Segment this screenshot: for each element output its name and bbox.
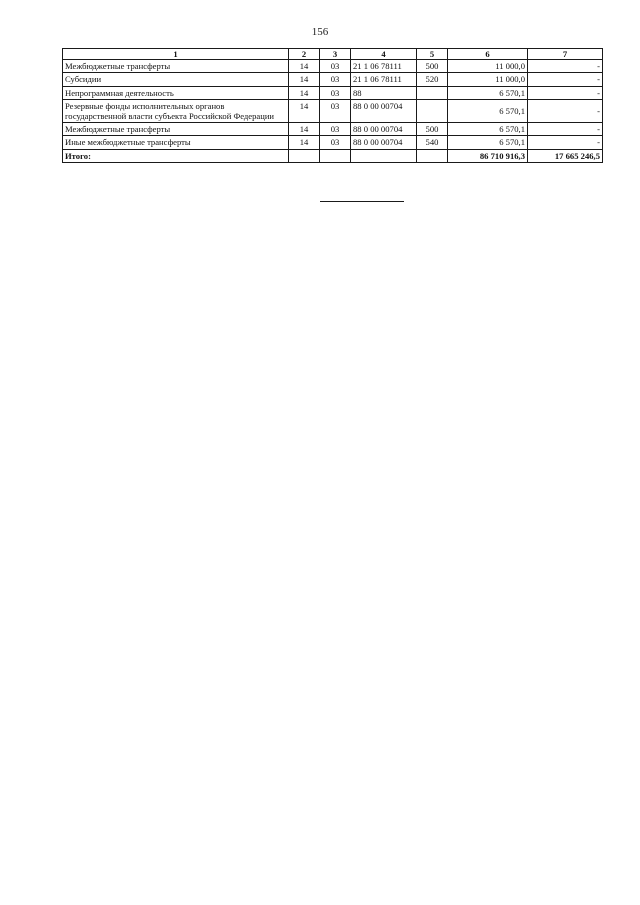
total-empty-cell — [351, 149, 417, 162]
row-expense-type — [417, 99, 448, 122]
row-amount-7: - — [528, 73, 603, 86]
row-amount-7: - — [528, 60, 603, 73]
table-row — [63, 86, 603, 99]
row-subsection: 03 — [320, 73, 351, 86]
column-header-2: 2 — [289, 49, 320, 60]
row-expense-type: 500 — [417, 123, 448, 136]
column-header-1: 1 — [63, 49, 289, 60]
row-amount-7: - — [528, 99, 603, 122]
end-of-table-rule — [320, 201, 404, 202]
row-amount-6: 6 570,1 — [448, 123, 528, 136]
row-subsection: 03 — [320, 123, 351, 136]
row-target-code: 88 — [351, 86, 417, 99]
column-header-3: 3 — [320, 49, 351, 60]
total-empty-cell — [320, 149, 351, 162]
page-number: 156 — [311, 26, 329, 38]
column-header-5: 5 — [417, 49, 448, 60]
row-expense-type: 500 — [417, 60, 448, 73]
row-amount-6: 11 000,0 — [448, 73, 528, 86]
row-name: Межбюджетные трансферты — [63, 60, 289, 73]
row-target-code: 88 0 00 00704 — [351, 123, 417, 136]
row-amount-7: - — [528, 86, 603, 99]
table-row — [63, 123, 603, 136]
row-expense-type: 540 — [417, 136, 448, 149]
column-header-6: 6 — [448, 49, 528, 60]
row-expense-type: 520 — [417, 73, 448, 86]
row-subsection: 03 — [320, 60, 351, 73]
row-amount-6: 6 570,1 — [448, 99, 528, 122]
total-empty-cell — [417, 149, 448, 162]
total-row — [63, 149, 603, 162]
row-section: 14 — [289, 60, 320, 73]
column-header-7: 7 — [528, 49, 603, 60]
row-name: Непрограммная деятельность — [63, 86, 289, 99]
row-amount-6: 6 570,1 — [448, 136, 528, 149]
total-empty-cell — [289, 149, 320, 162]
row-section: 14 — [289, 99, 320, 122]
table-row — [63, 73, 603, 86]
row-expense-type — [417, 86, 448, 99]
row-target-code: 21 1 06 78111 — [351, 73, 417, 86]
row-target-code: 21 1 06 78111 — [351, 60, 417, 73]
row-section: 14 — [289, 136, 320, 149]
row-target-code: 88 0 00 00704 — [351, 99, 417, 122]
row-amount-6: 11 000,0 — [448, 60, 528, 73]
row-amount-6: 6 570,1 — [448, 86, 528, 99]
total-amount-7: 17 665 246,5 — [528, 149, 603, 162]
row-amount-7: - — [528, 123, 603, 136]
row-amount-7: - — [528, 136, 603, 149]
row-name: Субсидии — [63, 73, 289, 86]
column-header-4: 4 — [351, 49, 417, 60]
row-subsection: 03 — [320, 86, 351, 99]
budget-table — [62, 48, 603, 163]
row-target-code: 88 0 00 00704 — [351, 136, 417, 149]
table-header-row — [63, 49, 603, 60]
row-section: 14 — [289, 123, 320, 136]
total-label: Итого: — [63, 149, 289, 162]
table-row — [63, 136, 603, 149]
row-section: 14 — [289, 86, 320, 99]
row-subsection: 03 — [320, 136, 351, 149]
row-name: Иные межбюджетные трансферты — [63, 136, 289, 149]
total-amount-6: 86 710 916,3 — [448, 149, 528, 162]
row-name: Межбюджетные трансферты — [63, 123, 289, 136]
row-section: 14 — [289, 73, 320, 86]
table-row — [63, 99, 603, 122]
table-row — [63, 60, 603, 73]
row-subsection: 03 — [320, 99, 351, 122]
row-name: Резервные фонды исполнительных органов государственной власти субъекта Российской Федерации — [63, 99, 289, 122]
